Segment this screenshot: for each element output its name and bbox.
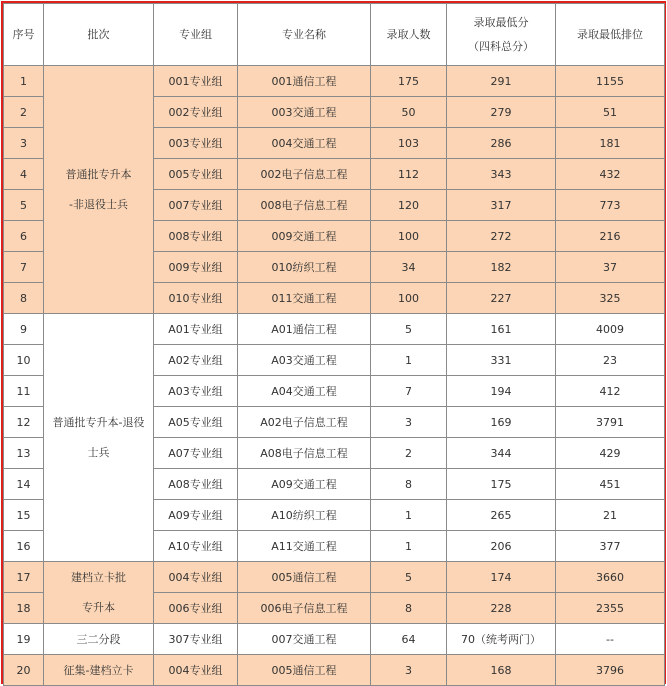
- cell-major: 005通信工程: [238, 562, 371, 593]
- header-row: [4, 4, 665, 66]
- cell-major: A08电子信息工程: [238, 438, 371, 469]
- batch-cell: [44, 314, 154, 562]
- cell-score: 174: [447, 562, 556, 593]
- cell-rank: 216: [556, 221, 665, 252]
- cell-major: 010纺织工程: [238, 252, 371, 283]
- cell-rank: 21: [556, 500, 665, 531]
- cell-count: 5: [371, 314, 447, 345]
- cell-group: 004专业组: [154, 562, 238, 593]
- cell-count: 8: [371, 593, 447, 624]
- cell-score: 70（统考两门）: [447, 624, 556, 655]
- cell-group: 009专业组: [154, 252, 238, 283]
- cell-seq: 17: [4, 562, 44, 593]
- cell-group: 007专业组: [154, 190, 238, 221]
- batch-label-line2: 士兵: [87, 445, 110, 459]
- cell-score: 168: [447, 655, 556, 686]
- table-row: [4, 66, 665, 97]
- batch-cell: 三二分段: [44, 624, 154, 655]
- cell-rank: 377: [556, 531, 665, 562]
- cell-rank: 429: [556, 438, 665, 469]
- cell-seq: 11: [4, 376, 44, 407]
- cell-seq: 20: [4, 655, 44, 686]
- admission-table-frame: [1, 1, 666, 684]
- cell-major: A09交通工程: [238, 469, 371, 500]
- cell-count: 7: [371, 376, 447, 407]
- batch-cell: [44, 562, 154, 624]
- cell-group: 005专业组: [154, 159, 238, 190]
- cell-score: 291: [447, 66, 556, 97]
- cell-count: 50: [371, 97, 447, 128]
- cell-group: 003专业组: [154, 128, 238, 159]
- cell-rank: 51: [556, 97, 665, 128]
- cell-major: A11交通工程: [238, 531, 371, 562]
- cell-score: 286: [447, 128, 556, 159]
- cell-count: 8: [371, 469, 447, 500]
- table-row: [4, 624, 665, 655]
- table-row: [4, 314, 665, 345]
- cell-rank: 1155: [556, 66, 665, 97]
- cell-score: 279: [447, 97, 556, 128]
- header-seq: 序号: [4, 4, 44, 66]
- batch-cell: [44, 66, 154, 314]
- cell-count: 103: [371, 128, 447, 159]
- cell-seq: 7: [4, 252, 44, 283]
- cell-major: 005通信工程: [238, 655, 371, 686]
- cell-seq: 2: [4, 97, 44, 128]
- cell-score: 161: [447, 314, 556, 345]
- batch-label-line1: 建档立卡批: [71, 570, 126, 584]
- header-min-score-line2: （四科总分）: [468, 39, 534, 53]
- cell-seq: 10: [4, 345, 44, 376]
- cell-group: A03专业组: [154, 376, 238, 407]
- cell-major: 007交通工程: [238, 624, 371, 655]
- cell-rank: 325: [556, 283, 665, 314]
- cell-seq: 16: [4, 531, 44, 562]
- cell-count: 1: [371, 500, 447, 531]
- cell-rank: 181: [556, 128, 665, 159]
- batch-cell: 征集-建档立卡: [44, 655, 154, 686]
- admission-table: [3, 3, 665, 686]
- cell-score: 344: [447, 438, 556, 469]
- cell-rank: 432: [556, 159, 665, 190]
- cell-count: 5: [371, 562, 447, 593]
- cell-group: A09专业组: [154, 500, 238, 531]
- header-min-score-line1: 录取最低分: [473, 15, 529, 29]
- header-batch: 批次: [44, 4, 154, 66]
- cell-score: 169: [447, 407, 556, 438]
- cell-major: A10纺织工程: [238, 500, 371, 531]
- cell-seq: 19: [4, 624, 44, 655]
- cell-count: 112: [371, 159, 447, 190]
- cell-seq: 8: [4, 283, 44, 314]
- batch-label-line2: -非退役士兵: [69, 197, 128, 211]
- cell-group: 010专业组: [154, 283, 238, 314]
- cell-count: 100: [371, 283, 447, 314]
- cell-score: 265: [447, 500, 556, 531]
- cell-rank: 773: [556, 190, 665, 221]
- table-row: [4, 655, 665, 686]
- header-major: 专业名称: [238, 4, 371, 66]
- batch-label-line1: 普通批专升本: [65, 167, 132, 181]
- cell-seq: 5: [4, 190, 44, 221]
- cell-group: 006专业组: [154, 593, 238, 624]
- cell-score: 227: [447, 283, 556, 314]
- cell-score: 182: [447, 252, 556, 283]
- batch-label-line1: 普通批专升本-退役: [52, 415, 145, 429]
- cell-major: 011交通工程: [238, 283, 371, 314]
- cell-seq: 9: [4, 314, 44, 345]
- cell-count: 64: [371, 624, 447, 655]
- cell-seq: 6: [4, 221, 44, 252]
- cell-group: 004专业组: [154, 655, 238, 686]
- cell-rank: 412: [556, 376, 665, 407]
- cell-major: A02电子信息工程: [238, 407, 371, 438]
- cell-group: 002专业组: [154, 97, 238, 128]
- cell-rank: 2355: [556, 593, 665, 624]
- cell-rank: --: [556, 624, 665, 655]
- cell-score: 343: [447, 159, 556, 190]
- cell-score: 331: [447, 345, 556, 376]
- cell-group: A08专业组: [154, 469, 238, 500]
- cell-score: 228: [447, 593, 556, 624]
- cell-rank: 23: [556, 345, 665, 376]
- cell-major: 001通信工程: [238, 66, 371, 97]
- cell-count: 2: [371, 438, 447, 469]
- cell-rank: 3791: [556, 407, 665, 438]
- header-min-score: [447, 4, 556, 66]
- cell-seq: 13: [4, 438, 44, 469]
- cell-rank: 3796: [556, 655, 665, 686]
- cell-major: A01通信工程: [238, 314, 371, 345]
- cell-count: 175: [371, 66, 447, 97]
- cell-rank: 4009: [556, 314, 665, 345]
- cell-score: 206: [447, 531, 556, 562]
- cell-major: 003交通工程: [238, 97, 371, 128]
- header-min-rank: 录取最低排位: [556, 4, 665, 66]
- cell-group: A02专业组: [154, 345, 238, 376]
- batch-label-line2: 专升本: [82, 600, 115, 614]
- cell-major: 009交通工程: [238, 221, 371, 252]
- cell-score: 317: [447, 190, 556, 221]
- cell-major: 004交通工程: [238, 128, 371, 159]
- cell-major: 006电子信息工程: [238, 593, 371, 624]
- cell-group: 001专业组: [154, 66, 238, 97]
- cell-count: 1: [371, 531, 447, 562]
- cell-count: 34: [371, 252, 447, 283]
- cell-group: A07专业组: [154, 438, 238, 469]
- cell-count: 1: [371, 345, 447, 376]
- cell-group: A10专业组: [154, 531, 238, 562]
- cell-seq: 4: [4, 159, 44, 190]
- cell-count: 120: [371, 190, 447, 221]
- cell-seq: 15: [4, 500, 44, 531]
- header-count: 录取人数: [371, 4, 447, 66]
- cell-group: 008专业组: [154, 221, 238, 252]
- cell-count: 3: [371, 407, 447, 438]
- cell-score: 175: [447, 469, 556, 500]
- cell-group: A01专业组: [154, 314, 238, 345]
- cell-rank: 3660: [556, 562, 665, 593]
- header-group: 专业组: [154, 4, 238, 66]
- cell-group: 307专业组: [154, 624, 238, 655]
- cell-rank: 451: [556, 469, 665, 500]
- cell-seq: 1: [4, 66, 44, 97]
- cell-count: 100: [371, 221, 447, 252]
- cell-major: A03交通工程: [238, 345, 371, 376]
- table-row: [4, 562, 665, 593]
- cell-count: 3: [371, 655, 447, 686]
- cell-group: A05专业组: [154, 407, 238, 438]
- cell-seq: 18: [4, 593, 44, 624]
- cell-seq: 12: [4, 407, 44, 438]
- cell-major: 002电子信息工程: [238, 159, 371, 190]
- cell-seq: 3: [4, 128, 44, 159]
- cell-major: 008电子信息工程: [238, 190, 371, 221]
- cell-rank: 37: [556, 252, 665, 283]
- cell-score: 272: [447, 221, 556, 252]
- cell-score: 194: [447, 376, 556, 407]
- cell-major: A04交通工程: [238, 376, 371, 407]
- cell-seq: 14: [4, 469, 44, 500]
